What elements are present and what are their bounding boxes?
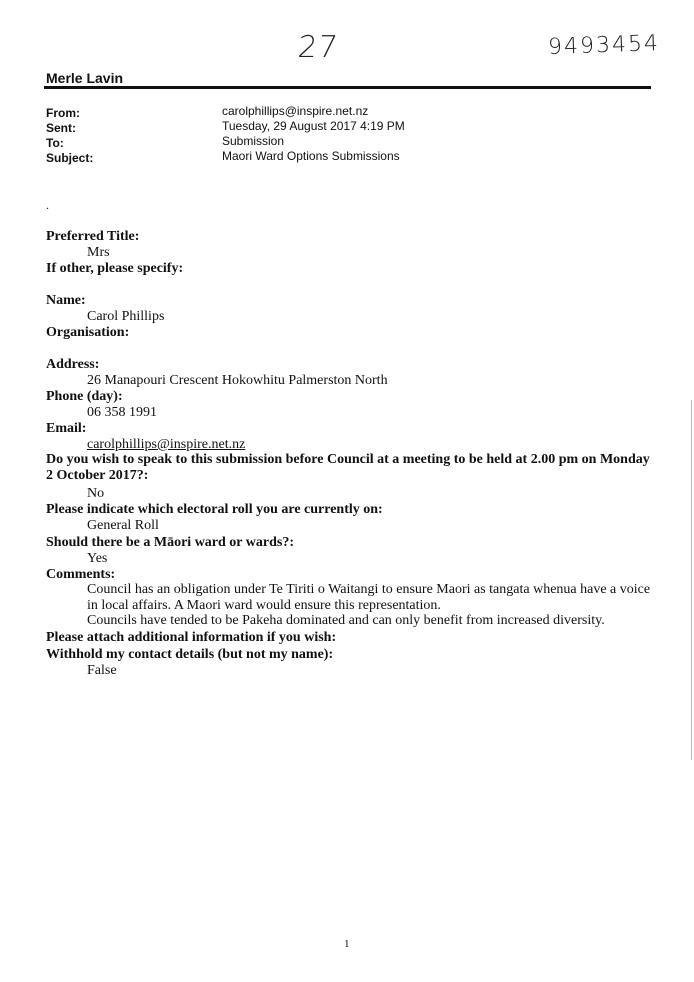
speak-question: Do you wish to speak to this submission before Council at a meeting to be held at 2.00 pm on Monday 2 October 2017?: <box>46 452 650 483</box>
preferred-title-label: Preferred Title: <box>46 229 140 244</box>
phone-value: 06 358 1991 <box>87 405 157 420</box>
name-value: Carol Phillips <box>87 309 165 324</box>
organisation-label: Organisation: <box>46 325 130 340</box>
phone-label: Phone (day): <box>46 389 123 404</box>
from-value: carolphillips@inspire.net.nz <box>222 104 369 118</box>
address-value: 26 Manapouri Crescent Hokowhitu Palmerston North <box>87 373 388 388</box>
to-label: To: <box>46 136 64 150</box>
page-number: 1 <box>344 938 350 950</box>
owner-name: Merle Lavin <box>46 70 124 86</box>
sent-label: Sent: <box>46 121 76 135</box>
stray-dot: . <box>46 198 49 212</box>
handwritten-reference: 9493454 <box>547 31 661 60</box>
withhold-value: False <box>87 663 117 678</box>
attach-label: Please attach additional information if you wish: <box>46 630 337 645</box>
withhold-label: Withhold my contact details (but not my name): <box>46 647 334 662</box>
header-rule <box>44 86 651 89</box>
from-label: From: <box>46 106 80 120</box>
to-value: Submission <box>222 134 285 148</box>
comments-paragraph-2: Councils have tended to be Pakeha dominated and can only benefit from increased diversity. <box>87 613 605 628</box>
subject-value: Maori Ward Options Submissions <box>222 149 400 163</box>
scan-edge <box>691 400 692 760</box>
subject-label: Subject: <box>46 151 94 165</box>
email-link[interactable]: carolphillips@inspire.net.nz <box>87 437 246 452</box>
comments-paragraph-1: Council has an obligation under Te Tiriti o Waitangi to ensure Maori as tangata whenua have a voice in local affairs. A Maori ward would ensure this representation. <box>87 582 651 613</box>
other-specify-label: If other, please specify: <box>46 261 184 276</box>
ward-answer: Yes <box>87 551 108 566</box>
handwritten-number: 27 <box>296 30 341 65</box>
address-label: Address: <box>46 357 100 372</box>
name-label: Name: <box>46 293 86 308</box>
preferred-title-value: Mrs <box>87 245 110 260</box>
email-label: Email: <box>46 421 87 436</box>
comments-label: Comments: <box>46 567 116 582</box>
sent-value: Tuesday, 29 August 2017 4:19 PM <box>222 119 405 133</box>
roll-question: Please indicate which electoral roll you are currently on: <box>46 502 383 517</box>
ward-question: Should there be a Māori ward or wards?: <box>46 535 294 550</box>
speak-answer: No <box>87 486 105 501</box>
roll-answer: General Roll <box>87 518 159 533</box>
